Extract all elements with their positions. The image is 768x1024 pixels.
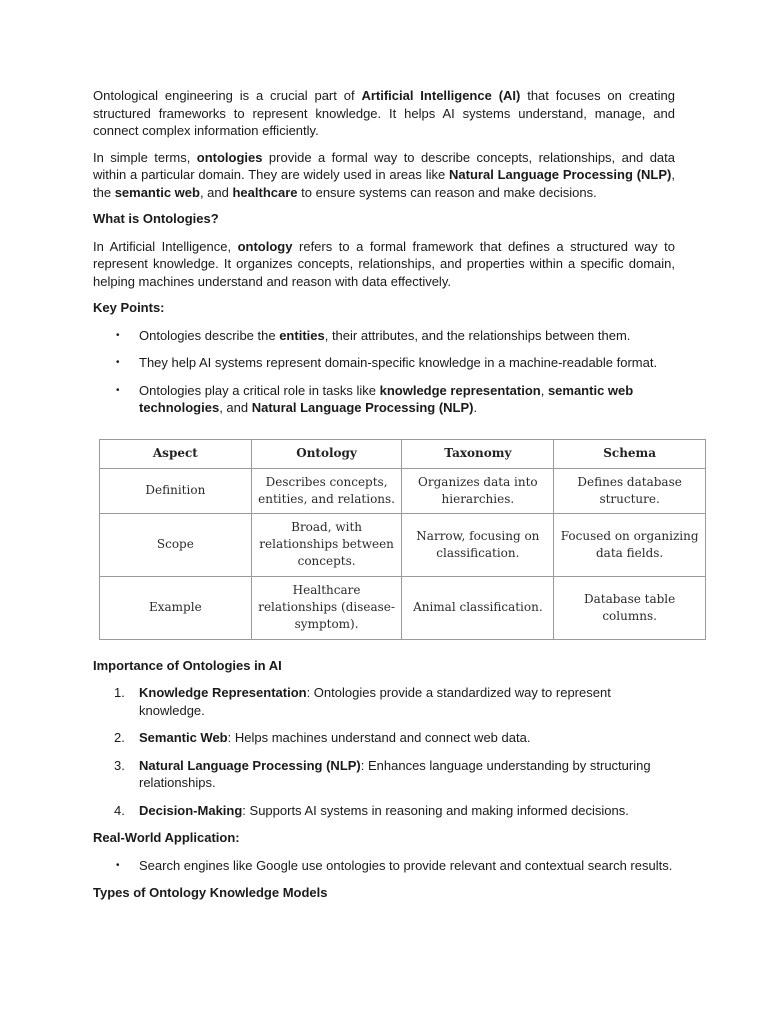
text-run: : Supports AI systems in reasoning and making informed decisions. — [242, 802, 629, 818]
text-run: Ontologies describe the — [139, 327, 280, 343]
text-run: , their attributes, and the relationships between them. — [324, 327, 631, 343]
comparison-table — [99, 439, 706, 640]
bold-term: healthcare — [232, 184, 298, 200]
text-run: to ensure systems can reason and make decisions. — [297, 184, 597, 200]
list-item — [93, 729, 675, 747]
text-run: refers to a formal framework that defines a structured way to represent knowledge. It organizes concepts, relationships, and properties within a specific domain, helping machines understand and reason with data effectively. — [93, 238, 675, 289]
text-run: : Ontologies provide a standardized way to represent knowledge. — [139, 685, 611, 718]
bold-term: ontology — [237, 238, 293, 254]
real-world-list — [93, 857, 675, 875]
bold-term: Semantic Web — [139, 730, 228, 745]
table-header-cell: Schema — [554, 439, 706, 468]
bold-term: Knowledge Representation — [139, 685, 307, 700]
text-run: : Enhances language understanding by structuring relationships. — [139, 757, 651, 790]
text-run: , the — [93, 167, 675, 200]
bold-term: Natural Language Processing (NLP) — [449, 167, 672, 182]
text-run: They help AI systems represent domain-specific knowledge in a machine-readable format. — [139, 355, 658, 370]
text-run: provide a formal way to describe concepts, relationships, and data within a particular domain. They are widely used in areas like — [93, 149, 675, 182]
list-item — [93, 857, 675, 875]
table-cell: Describes concepts, entities, and relations. — [251, 468, 402, 513]
text-run: In simple terms, — [93, 149, 197, 165]
table-cell: Example — [100, 576, 252, 639]
intro-paragraph-2 — [93, 149, 675, 202]
bold-term: semantic web — [114, 184, 200, 200]
bold-term: ontologies — [196, 149, 263, 165]
table-header-cell: Taxonomy — [402, 439, 554, 468]
list-item — [93, 802, 675, 820]
bold-term: Natural Language Processing (NLP) — [139, 757, 361, 773]
text-run: , — [540, 382, 548, 398]
intro-paragraph-1 — [93, 87, 675, 140]
comparison-table-container — [99, 439, 699, 640]
table-cell: Definition — [100, 468, 252, 513]
key-points-heading: Key Points: — [93, 300, 165, 315]
table-row — [100, 513, 706, 576]
text-run: , and — [219, 400, 252, 415]
text-run: In Artificial Intelligence, — [93, 238, 238, 254]
bullet-icon: • — [116, 384, 120, 396]
table-cell: Narrow, focusing on classification. — [402, 513, 554, 576]
what-is-paragraph — [93, 238, 675, 291]
importance-heading: Importance of Ontologies in AI — [93, 657, 282, 673]
text-run: . — [473, 400, 478, 415]
list-item — [93, 684, 675, 719]
list-item — [93, 327, 675, 345]
table-header-row — [100, 439, 706, 468]
real-world-heading: Real-World Application: — [93, 830, 240, 845]
bold-term: Artificial Intelligence (AI) — [361, 88, 521, 103]
table-row — [100, 576, 706, 639]
table-cell: Database table columns. — [554, 576, 706, 639]
list-number: 4. — [114, 802, 125, 818]
table-row — [100, 468, 706, 513]
text-run: that focuses on creating structured frameworks to represent knowledge. It helps AI systems understand, manage, and connect complex information efficiently. — [93, 88, 675, 138]
list-number: 3. — [114, 757, 125, 773]
key-points-list — [93, 327, 675, 417]
table-cell: Organizes data into hierarchies. — [402, 468, 554, 513]
list-number: 2. — [114, 730, 125, 745]
bold-term: knowledge representation — [379, 382, 541, 398]
table-cell: Defines database structure. — [554, 468, 706, 513]
text-run: Search engines like Google use ontologies to provide relevant and contextual search results. — [139, 857, 673, 873]
text-run: Ontological engineering is a crucial part of — [93, 88, 362, 103]
table-cell: Animal classification. — [402, 576, 554, 639]
text-run: : Helps machines understand and connect web data. — [227, 730, 531, 745]
types-heading: Types of Ontology Knowledge Models — [93, 885, 328, 900]
list-item — [93, 382, 675, 417]
table-header-cell: Aspect — [100, 439, 252, 468]
what-is-heading: What is Ontologies? — [93, 211, 219, 226]
table-header-cell: Ontology — [251, 439, 402, 468]
table-cell: Broad, with relationships between concepts. — [251, 513, 402, 576]
bullet-icon: • — [116, 357, 120, 368]
list-number: 1. — [114, 685, 125, 700]
importance-list — [93, 684, 675, 819]
document-page — [93, 87, 699, 912]
bold-term: semantic web technologies — [139, 382, 634, 415]
table-cell: Focused on organizing data fields. — [554, 513, 706, 576]
list-item — [93, 757, 675, 792]
list-item — [93, 354, 675, 372]
bold-term: Natural Language Processing (NLP) — [251, 400, 474, 415]
text-run: , and — [199, 184, 233, 200]
bullet-icon: • — [116, 859, 120, 871]
bold-term: Decision-Making — [139, 802, 243, 818]
table-cell: Scope — [100, 513, 252, 576]
table-cell: Healthcare relationships (disease-symptom). — [251, 576, 402, 639]
bold-term: entities — [279, 327, 325, 343]
text-run: Ontologies play a critical role in tasks like — [139, 382, 380, 398]
bullet-icon: • — [116, 329, 120, 341]
